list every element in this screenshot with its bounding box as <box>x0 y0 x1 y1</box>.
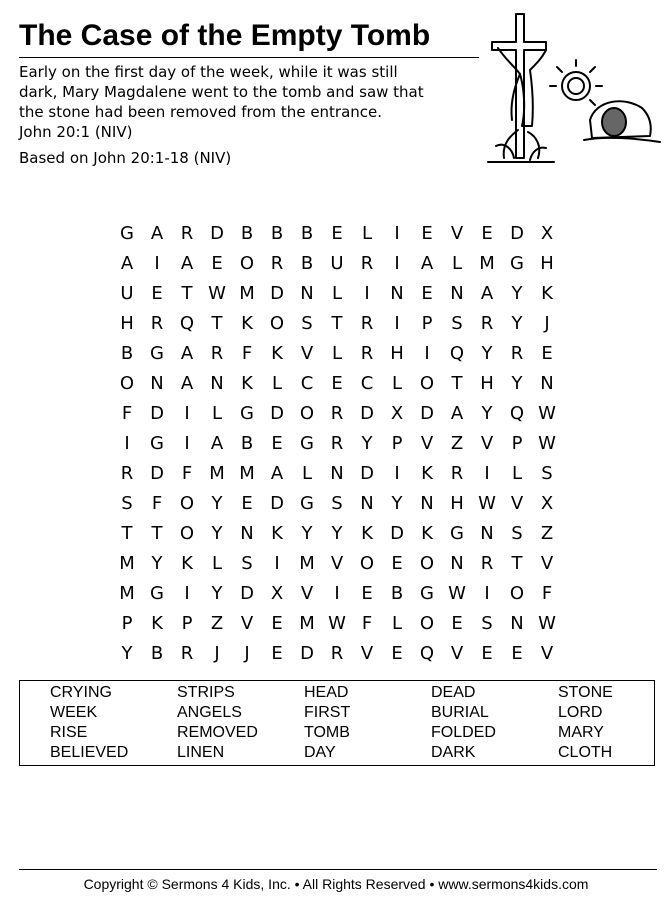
grid-letter: V <box>510 492 524 514</box>
grid-letter: D <box>270 402 284 424</box>
grid-letter: W <box>538 402 556 424</box>
grid-letter: O <box>419 372 435 394</box>
grid-letter: G <box>300 432 314 454</box>
grid-letter: L <box>361 222 373 244</box>
grid-letter: K <box>421 462 433 484</box>
grid-letter: V <box>360 642 374 664</box>
verse-line: Early on the first day of the week, while it was still <box>19 63 398 81</box>
grid-letter: L <box>511 462 523 484</box>
grid-letter: Y <box>331 522 343 544</box>
grid-letter: Z <box>210 612 224 634</box>
grid-letter: W <box>538 432 556 454</box>
grid-letter: A <box>420 252 434 274</box>
page-title: The Case of the Empty Tomb <box>19 19 431 52</box>
grid-letter: L <box>391 372 403 394</box>
grid-letter: Y <box>481 402 493 424</box>
grid-letter: E <box>451 612 463 634</box>
grid-letter: L <box>331 342 343 364</box>
grid-letter: J <box>214 642 220 664</box>
grid-letter: E <box>271 642 283 664</box>
grid-letter: P <box>181 612 193 634</box>
grid-letter: X <box>270 582 284 604</box>
grid-letter: I <box>484 582 490 604</box>
word-list-item: WEEK <box>50 704 98 721</box>
grid-letter: R <box>150 312 164 334</box>
word-list-item: RISE <box>50 724 88 741</box>
grid-letter: Y <box>211 492 223 514</box>
grid-letter: X <box>540 492 554 514</box>
grid-letter: F <box>181 462 193 484</box>
grid-letter: M <box>299 612 315 634</box>
grid-letter: E <box>151 282 163 304</box>
grid-letter: O <box>359 552 375 574</box>
grid-letter: Y <box>211 522 223 544</box>
grid-letter: W <box>208 282 226 304</box>
grid-letter: R <box>120 462 134 484</box>
grid-letter: P <box>511 432 523 454</box>
grid-letter: I <box>124 432 130 454</box>
grid-letter: N <box>480 522 494 544</box>
grid-letter: K <box>181 552 193 574</box>
grid-letter: W <box>448 582 466 604</box>
grid-letter: Y <box>391 492 403 514</box>
grid-letter: Y <box>211 582 223 604</box>
grid-letter: G <box>300 492 314 514</box>
grid-letter: R <box>180 222 194 244</box>
grid-letter: E <box>511 642 523 664</box>
grid-letter: G <box>510 252 524 274</box>
grid-letter: M <box>119 582 135 604</box>
grid-letter: F <box>151 492 163 514</box>
grid-letter: T <box>331 312 343 334</box>
grid-letter: D <box>150 462 164 484</box>
grid-letter: H <box>480 372 494 394</box>
grid-letter: N <box>540 372 554 394</box>
grid-letter: Y <box>361 432 373 454</box>
footer-divider <box>19 869 657 870</box>
grid-letter: Q <box>179 312 195 334</box>
grid-letter: Z <box>540 522 554 544</box>
grid-letter: A <box>180 252 194 274</box>
copyright-footer: Copyright © Sermons 4 Kids, Inc. • All Rights Reserved • www.sermons4kids.com <box>83 876 589 892</box>
grid-letter: Z <box>450 432 464 454</box>
grid-letter: B <box>150 642 164 664</box>
grid-letter: D <box>510 222 524 244</box>
grid-letter: B <box>270 222 284 244</box>
grid-letter: E <box>391 642 403 664</box>
verse-text <box>19 62 479 122</box>
grid-letter: O <box>179 522 195 544</box>
grid-letter: X <box>540 222 554 244</box>
grid-letter: A <box>180 342 194 364</box>
grid-letter: L <box>331 282 343 304</box>
grid-letter: T <box>151 522 163 544</box>
grid-letter: O <box>119 372 135 394</box>
grid-letter: E <box>421 282 433 304</box>
grid-letter: G <box>150 582 164 604</box>
grid-letter: H <box>450 492 464 514</box>
word-list-item: HEAD <box>304 684 349 701</box>
grid-letter: H <box>540 252 554 274</box>
grid-letter: R <box>330 642 344 664</box>
grid-letter: W <box>478 492 496 514</box>
verse-line: dark, Mary Magdalene went to the tomb and saw that <box>19 83 424 101</box>
grid-letter: O <box>509 582 525 604</box>
grid-letter: I <box>334 582 340 604</box>
grid-letter: N <box>150 372 164 394</box>
grid-letter: M <box>299 552 315 574</box>
grid-letter: I <box>394 462 400 484</box>
grid-letter: T <box>211 312 223 334</box>
grid-letter: M <box>479 252 495 274</box>
grid-letter: S <box>301 312 313 334</box>
grid-letter: E <box>271 612 283 634</box>
grid-letter: K <box>241 312 253 334</box>
grid-letter: I <box>484 462 490 484</box>
grid-letter: R <box>180 642 194 664</box>
grid-letter: B <box>300 222 314 244</box>
grid-letter: A <box>480 282 494 304</box>
grid-letter: M <box>209 462 225 484</box>
grid-letter: I <box>424 342 430 364</box>
word-list-item: DEAD <box>431 684 476 701</box>
word-list-item: DAY <box>304 744 336 761</box>
grid-letter: G <box>120 222 134 244</box>
grid-letter: R <box>330 402 344 424</box>
grid-letter: D <box>270 492 284 514</box>
word-list-item: TOMB <box>304 724 350 741</box>
grid-letter: E <box>481 642 493 664</box>
grid-letter: R <box>480 312 494 334</box>
grid-letter: V <box>540 552 554 574</box>
grid-letter: A <box>120 252 134 274</box>
grid-letter: D <box>360 402 374 424</box>
grid-letter: B <box>240 222 254 244</box>
grid-letter: J <box>244 642 250 664</box>
grid-letter: L <box>301 462 313 484</box>
grid-letter: E <box>331 222 343 244</box>
grid-letter: T <box>181 282 193 304</box>
grid-letter: R <box>450 462 464 484</box>
word-search-grid <box>112 218 567 668</box>
grid-letter: T <box>451 372 463 394</box>
grid-letter: Q <box>509 402 525 424</box>
word-list-item: BURIAL <box>431 704 489 721</box>
grid-letter: N <box>390 282 404 304</box>
grid-letter: S <box>541 462 553 484</box>
grid-letter: B <box>120 342 134 364</box>
grid-letter: L <box>391 612 403 634</box>
grid-letter: N <box>300 282 314 304</box>
grid-letter: D <box>300 642 314 664</box>
grid-letter: I <box>184 402 190 424</box>
grid-letter: H <box>390 342 404 364</box>
grid-letter: F <box>241 342 253 364</box>
grid-letter: S <box>511 522 523 544</box>
grid-letter: G <box>450 522 464 544</box>
grid-letter: D <box>270 282 284 304</box>
grid-letter: R <box>360 342 374 364</box>
grid-letter: K <box>541 282 553 304</box>
grid-letter: E <box>211 252 223 274</box>
grid-letter: E <box>361 582 373 604</box>
grid-letter: H <box>120 312 134 334</box>
grid-letter: I <box>394 252 400 274</box>
grid-letter: Q <box>419 642 435 664</box>
word-list-item: LINEN <box>177 744 225 761</box>
grid-letter: O <box>239 252 255 274</box>
grid-letter: V <box>330 552 344 574</box>
grid-letter: M <box>119 552 135 574</box>
grid-letter: O <box>419 552 435 574</box>
grid-letter: R <box>510 342 524 364</box>
grid-letter: D <box>240 582 254 604</box>
word-list-item: ANGELS <box>177 704 242 721</box>
grid-letter: B <box>300 252 314 274</box>
word-list-item: STRIPS <box>177 684 235 701</box>
grid-letter: N <box>420 492 434 514</box>
grid-letter: G <box>420 582 434 604</box>
grid-letter: L <box>451 252 463 274</box>
grid-letter: S <box>241 552 253 574</box>
grid-letter: D <box>390 522 404 544</box>
grid-letter: C <box>360 372 374 394</box>
grid-letter: I <box>364 282 370 304</box>
grid-letter: B <box>390 582 404 604</box>
grid-letter: A <box>450 402 464 424</box>
word-list-item: CLOTH <box>558 744 613 761</box>
grid-letter: R <box>270 252 284 274</box>
grid-letter: J <box>544 312 550 334</box>
grid-letter: V <box>300 342 314 364</box>
grid-letter: R <box>360 312 374 334</box>
grid-letter: L <box>211 402 223 424</box>
grid-letter: P <box>121 612 133 634</box>
grid-letter: F <box>361 612 373 634</box>
grid-letter: B <box>240 432 254 454</box>
grid-letter: S <box>481 612 493 634</box>
grid-letter: M <box>239 282 255 304</box>
grid-letter: L <box>271 372 283 394</box>
grid-letter: Y <box>511 312 523 334</box>
grid-letter: G <box>150 432 164 454</box>
grid-letter: E <box>241 492 253 514</box>
grid-letter: N <box>240 522 254 544</box>
grid-letter: R <box>480 552 494 574</box>
grid-letter: W <box>538 612 556 634</box>
word-list-item: MARY <box>558 724 604 741</box>
word-list-item: STONE <box>558 684 613 701</box>
word-list-item: DARK <box>431 744 476 761</box>
grid-letter: I <box>184 582 190 604</box>
word-list-item: FOLDED <box>431 724 496 741</box>
grid-letter: U <box>330 252 344 274</box>
grid-letter: W <box>328 612 346 634</box>
grid-letter: D <box>420 402 434 424</box>
grid-letter: Y <box>511 282 523 304</box>
grid-letter: M <box>239 462 255 484</box>
grid-letter: K <box>241 372 253 394</box>
grid-letter: V <box>480 432 494 454</box>
grid-letter: T <box>511 552 523 574</box>
grid-letter: L <box>211 552 223 574</box>
grid-letter: K <box>361 522 373 544</box>
grid-letter: I <box>274 552 280 574</box>
grid-letter: Q <box>449 342 465 364</box>
based-on-reference: Based on John 20:1-18 (NIV) <box>19 149 232 167</box>
word-list-item: CRYING <box>50 684 112 701</box>
grid-letter: D <box>360 462 374 484</box>
verse-line: the stone had been removed from the entrance. <box>19 103 383 121</box>
grid-letter: O <box>419 612 435 634</box>
grid-letter: K <box>151 612 163 634</box>
grid-letter: S <box>121 492 133 514</box>
grid-letter: N <box>210 372 224 394</box>
grid-letter: A <box>270 462 284 484</box>
grid-letter: Y <box>151 552 163 574</box>
grid-letter: N <box>330 462 344 484</box>
grid-letter: I <box>394 312 400 334</box>
grid-letter: S <box>331 492 343 514</box>
grid-letter: K <box>421 522 433 544</box>
word-list-item: LORD <box>558 704 603 721</box>
grid-letter: F <box>541 582 553 604</box>
grid-letter: E <box>391 552 403 574</box>
grid-letter: E <box>271 432 283 454</box>
grid-letter: V <box>300 582 314 604</box>
grid-letter: G <box>150 342 164 364</box>
grid-letter: R <box>210 342 224 364</box>
word-list-item: REMOVED <box>177 724 258 741</box>
grid-letter: I <box>394 222 400 244</box>
grid-letter: K <box>271 522 283 544</box>
grid-letter: V <box>450 222 464 244</box>
grid-letter: D <box>210 222 224 244</box>
grid-letter: I <box>184 432 190 454</box>
grid-letter: V <box>450 642 464 664</box>
grid-letter: Y <box>121 642 133 664</box>
grid-letter: N <box>450 282 464 304</box>
grid-letter: T <box>121 522 133 544</box>
grid-letter: R <box>360 252 374 274</box>
grid-letter: A <box>210 432 224 454</box>
grid-letter: Y <box>301 522 313 544</box>
grid-letter: V <box>420 432 434 454</box>
grid-letter: K <box>271 342 283 364</box>
grid-letter: N <box>450 552 464 574</box>
word-list-item: BELIEVED <box>50 744 129 761</box>
grid-letter: N <box>360 492 374 514</box>
grid-letter: C <box>300 372 314 394</box>
grid-letter: E <box>421 222 433 244</box>
grid-letter: A <box>150 222 164 244</box>
grid-letter: G <box>240 402 254 424</box>
grid-letter: R <box>330 432 344 454</box>
grid-letter: O <box>269 312 285 334</box>
grid-letter: V <box>540 642 554 664</box>
grid-letter: P <box>391 432 403 454</box>
grid-letter: X <box>390 402 404 424</box>
grid-letter: E <box>541 342 553 364</box>
grid-letter: P <box>421 312 433 334</box>
grid-letter: V <box>240 612 254 634</box>
grid-letter: O <box>179 492 195 514</box>
grid-letter: F <box>121 402 133 424</box>
grid-letter: D <box>150 402 164 424</box>
grid-letter: Y <box>511 372 523 394</box>
word-list-item: FIRST <box>304 704 351 721</box>
grid-letter: I <box>154 252 160 274</box>
grid-letter: S <box>451 312 463 334</box>
grid-letter: Y <box>481 342 493 364</box>
word-list <box>19 680 655 766</box>
title-divider <box>19 57 479 58</box>
grid-letter: O <box>299 402 315 424</box>
grid-letter: E <box>481 222 493 244</box>
grid-letter: E <box>331 372 343 394</box>
grid-letter: N <box>510 612 524 634</box>
cross-and-tomb-illustration <box>484 8 662 168</box>
verse-reference: John 20:1 (NIV) <box>19 123 133 141</box>
grid-letter: A <box>180 372 194 394</box>
grid-letter: U <box>120 282 134 304</box>
